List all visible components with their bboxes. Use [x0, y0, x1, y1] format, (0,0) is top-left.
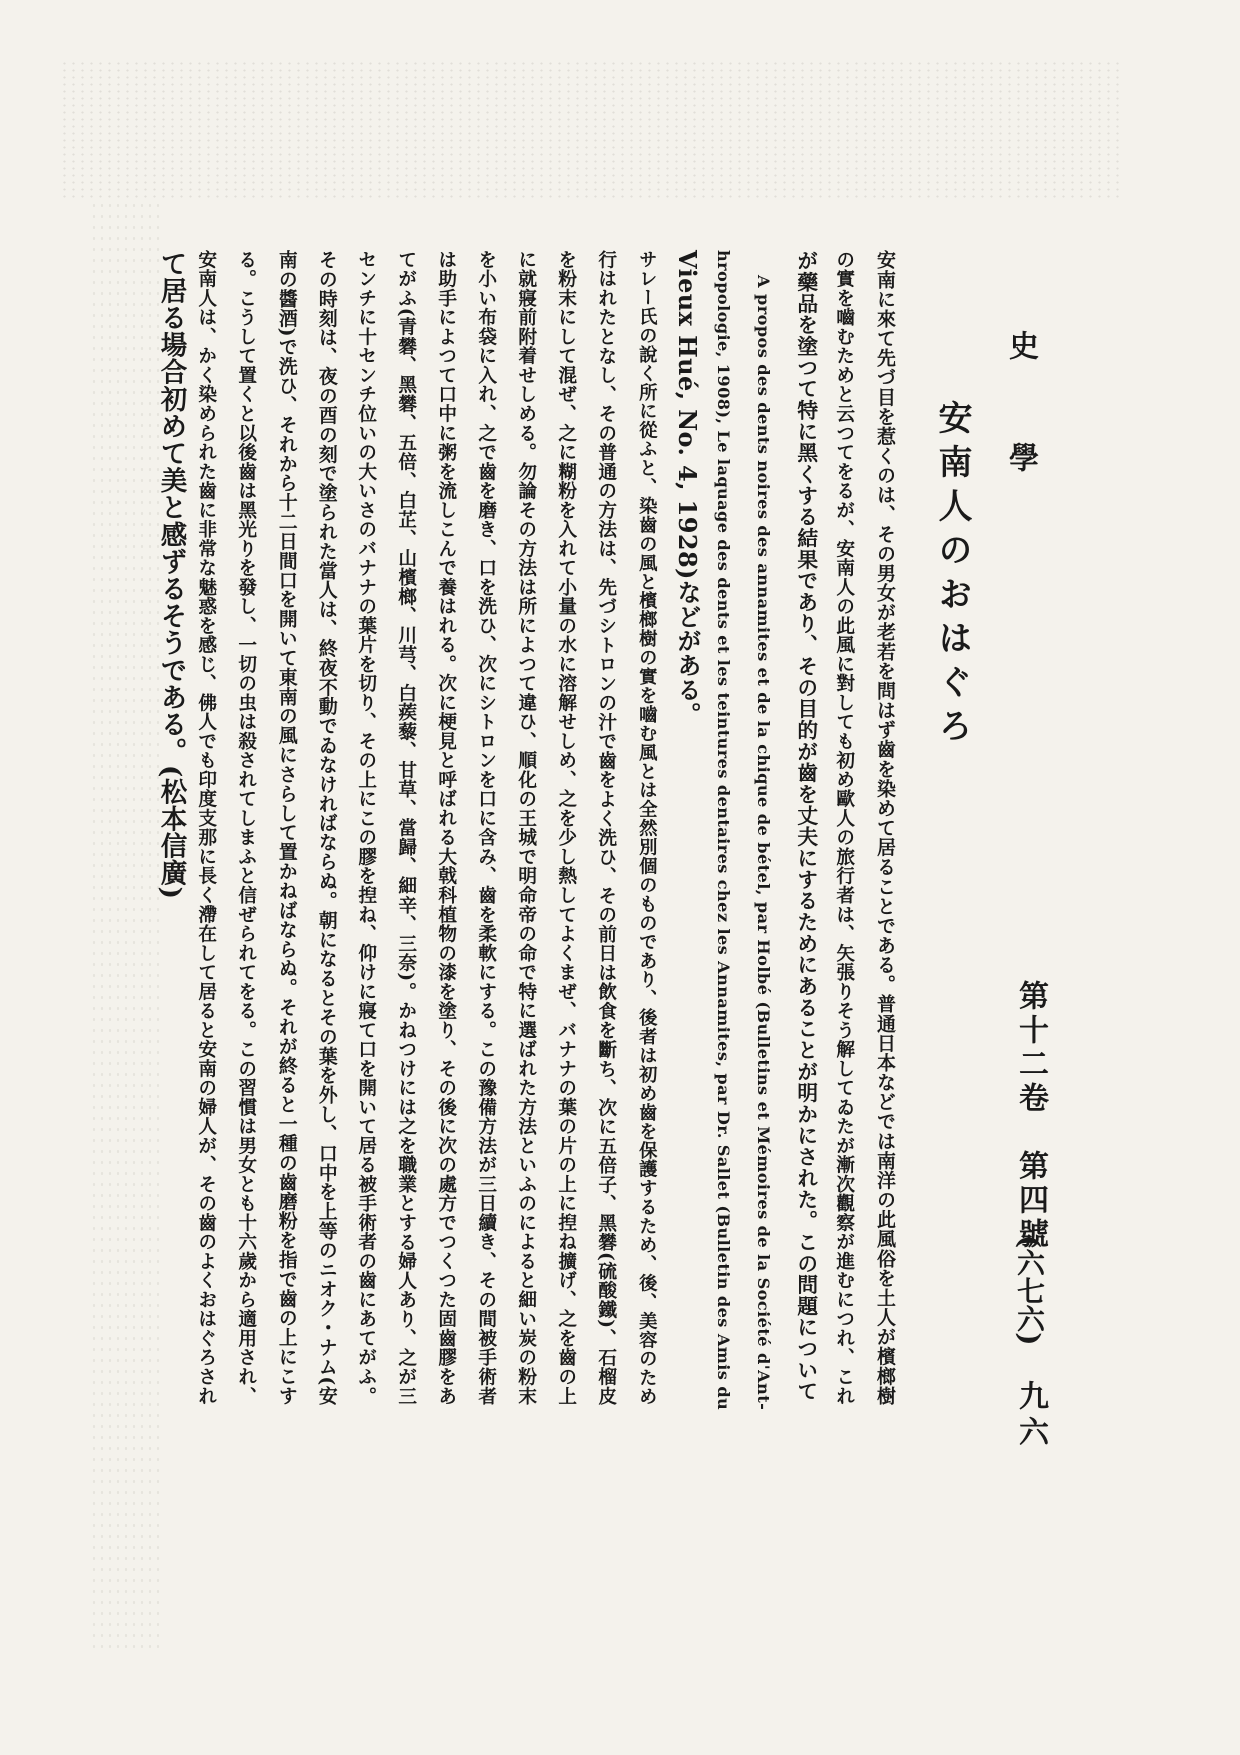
body-line: サレー氏の說く所に從ふと、染齒の風と檳榔樹の實を嚙む風とは全然別個のものであり、後者は初め齒を保護するため、後、美容のため [636, 250, 658, 1406]
body-line: が藥品を塗つて特に黑くする結果であり、その目的が齒を丈夫にするためにあることが明かにされた。この問題について [793, 250, 818, 1402]
body-line: て居る場合初めて美と感ずるそうである。(松本信廣) [155, 250, 187, 900]
article-title: 安南人のおはぐろ [932, 400, 972, 752]
body-line: の實を嚙むためと云つてをるが、安南人の此風に對しても初め歐人の旅行者は、矢張りそう解してゐたが漸次觀察が進むにつれ、これ [833, 250, 856, 1406]
body-line: センチに十センチ位いの大いさのバナナの葉片を切り、その上にこの膠を揑ね、仰けに寢て口を開いて居る被手術者の齒にあてがふ。 [355, 250, 378, 1406]
body-line: その時刻は、夜の酉の刻で塗られた當人は、終夜不動でゐなければならぬ。朝になるとその葉を外し、口中を上等のニオク・ナム(安 [315, 250, 338, 1406]
body-line: てがふ(青礬、黑礬、五倍、白芷、山檳榔、川芎、白蒺藜、甘草、當歸、細辛、三奈)。かねつけには之を職業とする婦人あり、之が三 [395, 250, 418, 1406]
body-line: は助手によつて口中に粥を流しこんで養はれる。次に梗見と呼ばれる大戟科植物の漆を塗り、その後に次の處方でつくつた固齒膠をあ [435, 250, 458, 1406]
scan-speckle-left [90, 200, 160, 1650]
body-line: に就寢前附着せしめる。勿論その方法は所によつて違ひ、順化の王城で明命帝の命で特に選ばれた方法といふのによると細い炭の粉末 [515, 250, 538, 1406]
page-number: 九六 [1013, 1380, 1048, 1452]
body-line: hropologie, 1908), Le laquage des dents et les teintures dentaires chez les Annamites, par Dr. Sallet (Bulletin des Amis du [714, 250, 734, 1411]
body-line: を粉末にして混ぜ、之に糊粉を入れて小量の水に溶解せしめ、之を少し熱してよくまぜ、バナナの葉の片の上に揑ね擴げ、之を齒の上 [555, 250, 578, 1406]
body-line: Vieux Hué, No. 4, 1928)などがある。 [673, 250, 702, 727]
body-line: る。こうして置くと以後齒は黑光りを發し、一切の虫は殺されてしまふと信ぜられてをる。この習慣は男女とも十六歲から適用され、 [235, 250, 258, 1406]
body-line: 行はれたとなし、その普通の方法は、先づシトロンの汁で齒をよく洗ひ、その前日は飲食を斷ち、次に五倍子、黑礬(硫酸鐵)、石榴皮 [595, 250, 618, 1406]
journal-name: 史 學 [1003, 330, 1038, 498]
body-line: 南の醬酒)で洗ひ、それから十二日間口を開いて東南の風にさらして置かねばならぬ。それが終ると一種の齒磨粉を指で齒の上にこす [275, 250, 298, 1406]
body-line: A propos des dents noires des annamites et de la chique de bétel, par Holbé (Bulletins et Mémoires de la Société d'Ant- [754, 275, 774, 1411]
page-number-parenthetical: (六七六) [1013, 1235, 1046, 1346]
body-line: を小い布袋に入れ、之で齒を磨き、口を洗ひ、次にシトロンを口に含み、齒を柔軟にする。この豫備方法が三日續き、その間被手術者 [475, 250, 498, 1406]
scan-speckle-top [60, 60, 1120, 200]
body-line: 安南に來て先づ目を惹くのは、その男女が老若を問はず齒を染めて居ることである。普通日本などでは南洋の此風俗を土人が檳榔樹 [873, 250, 896, 1406]
body-line: 安南人は、かく染められた齒に非常な魅惑を感じ、佛人でも印度支那に長く滯在して居ると安南の婦人が、その齒のよくおはぐろされ [195, 250, 218, 1406]
volume-issue: 第十二卷 第四號 [1013, 980, 1048, 1252]
